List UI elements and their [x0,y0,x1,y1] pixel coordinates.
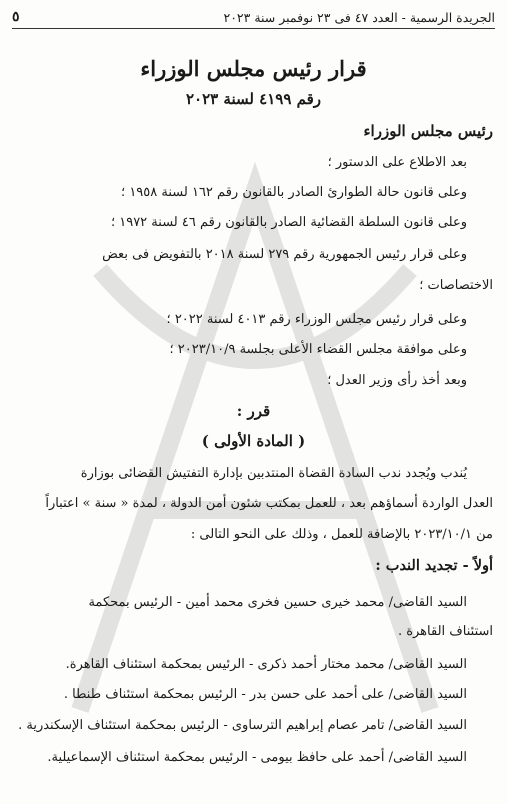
judge-line: السيد القاضى/ محمد مختار أحمد ذكرى - الرئيس بمحكمة استئناف القاهرة. [65,657,467,672]
article-line: من ٢٠٢٣/١٠/١ بالإضافة للعمل ، وذلك على النحو التالى : [190,527,493,542]
page-number: ٥ [12,9,20,25]
judge-line: السيد القاضى/ تامر عصام إبراهيم الترساوى - الرئيس بمحكمة استئناف الإسكندرية . [18,718,467,733]
preamble-line: وعلى قانون السلطة القضائية الصادر بالقانون رقم ٤٦ لسنة ١٩٧٢ ؛ [110,215,467,230]
article-line: العدل الواردة أسماؤهم بعد ، للعمل بمكتب شئون أمن الدولة ، لمدة « سنة » اعتباراً [45,496,493,511]
article-line: يُندب ويُجدد ندب السادة القضاة المنتدبين بإدارة التفتيش القضائى بوزارة [80,466,467,481]
page-header [12,6,495,29]
judge-line: السيد القاضى/ محمد خيرى حسين فخرى محمد أمين - الرئيس بمحكمة [88,595,467,610]
issuer-heading: رئيس مجلس الوزراء [363,122,493,140]
section-title: أولاً - تجديد الندب : [375,557,493,574]
judge-line: السيد القاضى/ أحمد على حافظ بيومى - الرئيس بمحكمة استئناف الإسماعيلية. [47,750,467,765]
gazette-line: الجريدة الرسمية - العدد ٤٧ فى ٢٣ نوفمبر سنة ٢٠٢٣ [223,9,495,25]
decides-heading: قرر : [236,402,271,420]
preamble-line: وبعد أخذ رأى وزير العدل ؛ [327,373,467,388]
preamble-line: وعلى قرار رئيس الجمهورية رقم ٢٧٩ لسنة ٢٠١٨ بالتفويض فى بعض [102,247,467,262]
preamble-line: وعلى موافقة مجلس القضاء الأعلى بجلسة ٢٠٢٣/١٠/٩ ؛ [169,342,467,357]
preamble-line: بعد الاطلاع على الدستور ؛ [327,155,467,170]
judge-line: السيد القاضى/ على أحمد على حسن بدر - الرئيس بمحكمة استئناف طنطا . [63,687,467,702]
article-title: ( المادة الأولى ) [201,432,306,450]
decree-title: قرار رئيس مجلس الوزراء [140,56,367,81]
decree-number: رقم ٤١٩٩ لسنة ٢٠٢٣ [185,90,322,108]
preamble-line: وعلى قرار رئيس مجلس الوزراء رقم ٤٠١٣ لسنة ٢٠٢٢ ؛ [166,312,467,327]
preamble-line: الاختصاصات ؛ [419,278,493,293]
judge-line: استئناف القاهرة . [397,624,493,639]
preamble-line: وعلى قانون حالة الطوارئ الصادر بالقانون رقم ١٦٢ لسنة ١٩٥٨ ؛ [121,185,467,200]
